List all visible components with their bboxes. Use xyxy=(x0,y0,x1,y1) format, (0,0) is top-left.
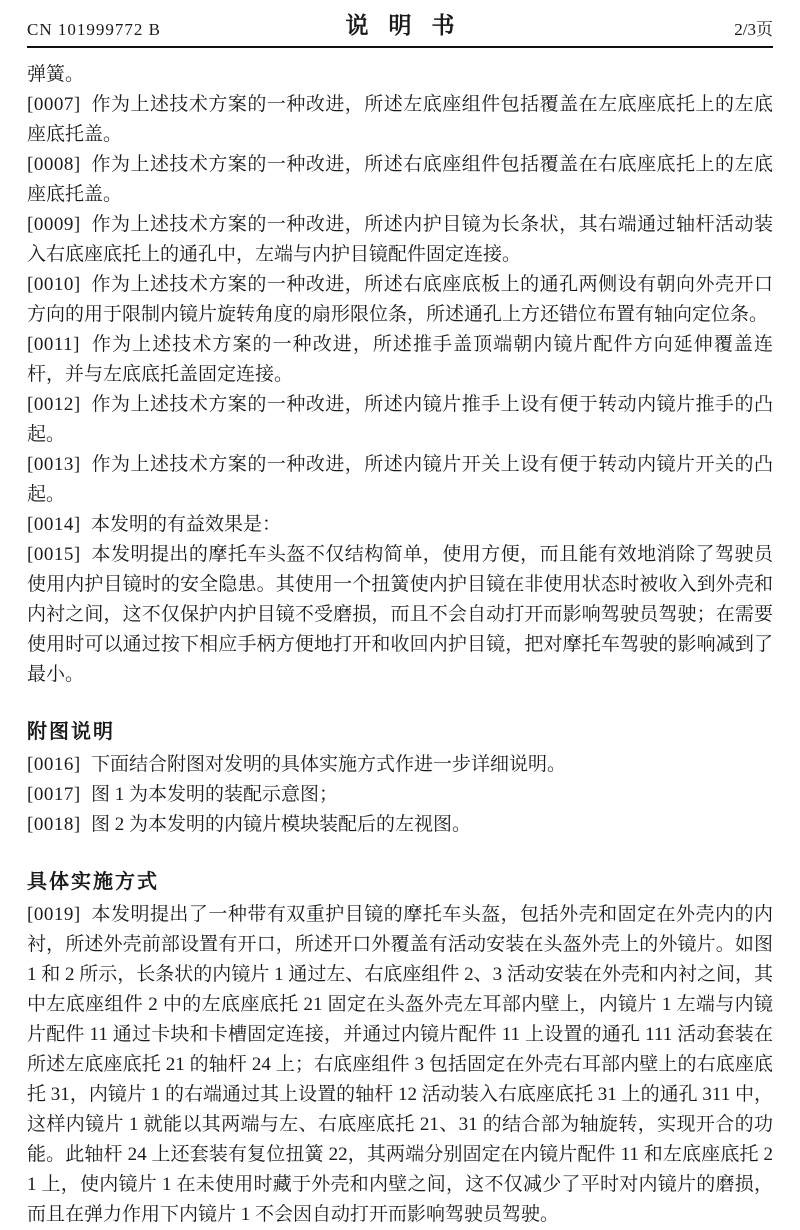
paragraph-text: 下面结合附图对发明的具体实施方式作进一步详细说明。 xyxy=(91,754,567,775)
page-number: 2/3页 xyxy=(734,20,773,39)
paragraph-number: [0010] xyxy=(27,274,81,295)
paragraph-0016 xyxy=(27,750,773,780)
paragraph-text: 作为上述技术方案的一种改进，所述右底座组件包括覆盖在右底座底托上的左底座底托盖。 xyxy=(27,154,773,205)
paragraph-number: [0013] xyxy=(27,454,81,475)
paragraph-number: [0011] xyxy=(27,334,80,355)
page-header xyxy=(27,14,773,40)
section-heading-detailed-description: 具体实施方式 xyxy=(27,871,159,893)
paragraph-0013 xyxy=(27,450,773,510)
paragraph-number: [0007] xyxy=(27,94,81,115)
specification-body xyxy=(27,60,773,1230)
paragraph-0014 xyxy=(27,510,773,540)
document-title: 说明书 xyxy=(345,13,475,38)
paragraph-text: 作为上述技术方案的一种改进，所述内护目镜为长条状，其右端通过轴杆活动装入右底座底托上的通孔中，左端与内护目镜配件固定连接。 xyxy=(27,214,773,265)
paragraph-number: [0012] xyxy=(27,394,81,415)
paragraph-0011 xyxy=(27,330,773,390)
paragraph-text: 图 2 为本发明的内镜片模块装配后的左视图。 xyxy=(91,814,472,835)
paragraph-0007 xyxy=(27,90,773,150)
header-divider xyxy=(27,46,773,48)
paragraph-continuation xyxy=(27,60,773,90)
paragraph-number: [0015] xyxy=(27,544,81,565)
paragraph-text: 弹簧。 xyxy=(27,64,85,85)
paragraph-text: 作为上述技术方案的一种改进，所述左底座组件包括覆盖在左底座底托上的左底座底托盖。 xyxy=(27,94,773,145)
paragraph-0017 xyxy=(27,780,773,810)
paragraph-text: 本发明提出了一种带有双重护目镜的摩托车头盔，包括外壳和固定在外壳内的内衬，所述外壳前部设置有开口，所述开口外覆盖有活动安装在头盔外壳上的外镜片。如图 1 和 2 所示，长条状的内镜片 1 通过左、右底座组件 2、3 活动安装在外壳和内衬之间，其中左底座组件 2 中的左底座底托 21 固定在头盔外壳左耳部内壁上，内镜片 1 左端与内镜片配件 11 通过卡块和卡槽固定连接，并通过内镜片配件 11 上设置的通孔 111 活动套装在所述左底座底托 21 的轴杆 24 上；右底座组件 3 包括固定在外壳右耳部内壁上的右底座底托 31，内镜片 1 的右端通过其上设置的轴杆 12 活动装入右底座底托 31 上的通孔 311 中，这样内镜片 1 就能以其两端与左、右底座底托 21、31 的结合部为轴旋转，实现开合的功能。此轴杆 24 上还套装有复位扭簧 22，其两端分别固定在内镜片配件 11 和左底座底托 21 上，使内镜片 1 在未使用时藏于外壳和内壁之间，这不仅减少了平时对内镜片的磨损，而且在弹力作用下内镜片 1 不会因自动打开而影响驾驶员驾驶。 xyxy=(27,904,773,1225)
paragraph-text: 本发明的有益效果是： xyxy=(91,514,282,535)
paragraph-text: 作为上述技术方案的一种改进，所述内镜片开关上设有便于转动内镜片开关的凸起。 xyxy=(27,454,773,505)
paragraph-number: [0016] xyxy=(27,754,81,775)
paragraph-0008 xyxy=(27,150,773,210)
paragraph-number: [0014] xyxy=(27,514,81,535)
paragraph-0009 xyxy=(27,210,773,270)
paragraph-number: [0017] xyxy=(27,784,81,805)
paragraph-0018 xyxy=(27,810,773,840)
section-heading-brief-description-of-drawings: 附图说明 xyxy=(27,721,115,743)
paragraph-number: [0018] xyxy=(27,814,81,835)
paragraph-number: [0009] xyxy=(27,214,81,235)
paragraph-0019 xyxy=(27,900,773,1230)
paragraph-0015 xyxy=(27,540,773,690)
paragraph-text: 作为上述技术方案的一种改进，所述推手盖顶端朝内镜片配件方向延伸覆盖连杆，并与左底底托盖固定连接。 xyxy=(27,334,773,385)
document-number: CN 101999772 B xyxy=(27,20,161,39)
paragraph-0010 xyxy=(27,270,773,330)
paragraph-number: [0008] xyxy=(27,154,81,175)
paragraph-text: 图 1 为本发明的装配示意图； xyxy=(91,784,339,805)
paragraph-0012 xyxy=(27,390,773,450)
paragraph-number: [0019] xyxy=(27,904,81,925)
paragraph-text: 本发明提出的摩托车头盔不仅结构简单，使用方便，而且能有效地消除了驾驶员使用内护目镜时的安全隐患。其使用一个扭簧使内护目镜在非使用状态时被收入到外壳和内衬之间，这不仅保护内护目镜不受磨损，而且不会自动打开而影响驾驶员驾驶；在需要使用时可以通过按下相应手柄方便地打开和收回内护目镜，把对摩托车驾驶的影响减到了最小。 xyxy=(27,544,773,685)
paragraph-text: 作为上述技术方案的一种改进，所述右底座底板上的通孔两侧设有朝向外壳开口方向的用于限制内镜片旋转角度的扇形限位条，所述通孔上方还错位布置有轴向定位条。 xyxy=(27,274,773,325)
paragraph-text: 作为上述技术方案的一种改进，所述内镜片推手上设有便于转动内镜片推手的凸起。 xyxy=(27,394,773,445)
